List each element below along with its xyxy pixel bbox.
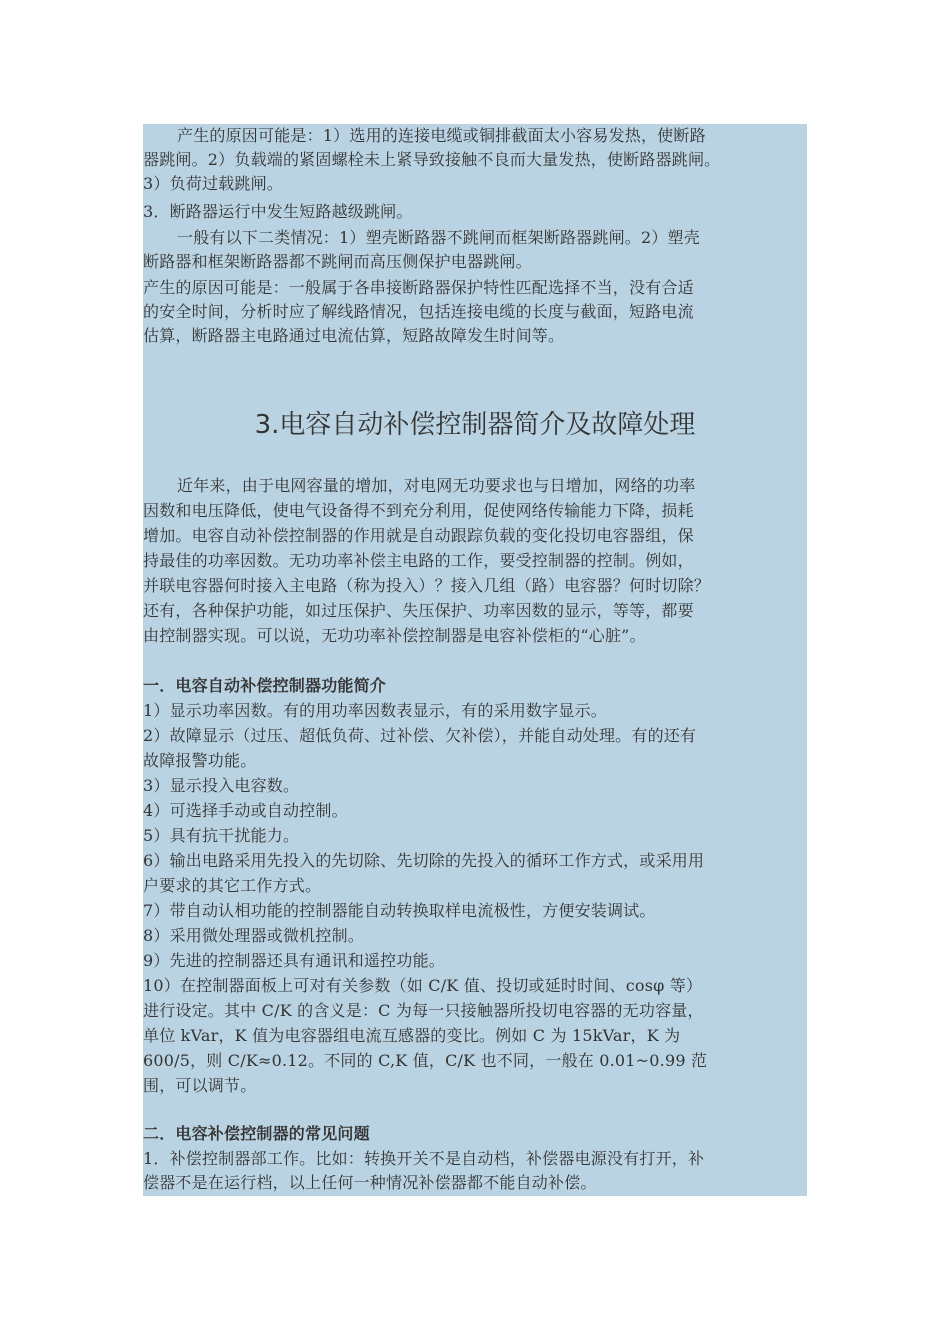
list-item: 4）可选择手动或自动控制。 [143, 801, 348, 820]
list-item: 偿器不是在运行档，以上任何一种情况补偿器都不能自动补偿。 [143, 1173, 597, 1192]
list-item: 7）带自动认相功能的控制器能自动转换取样电流极性，方便安装调试。 [143, 901, 656, 920]
paragraph-line: 产生的原因可能是：1）选用的连接电缆或铜排截面太小容易发热，使断路 [177, 126, 706, 145]
list-item: 2）故障显示（过压、超低负荷、过补偿、欠补偿），并能自动处理。有的还有 [143, 726, 697, 745]
list-item: 故障报警功能。 [143, 751, 257, 770]
list-item: 1．补偿控制器部工作。比如：转换开关不是自动档，补偿器电源没有打开，补 [143, 1149, 705, 1168]
paragraph-line: 一般有以下二类情况：1）塑壳断路器不跳闸而框架断路器跳闸。2）塑壳 [177, 228, 700, 247]
paragraph-line: 估算，断路器主电路通过电流估算，短路故障发生时间等。 [143, 326, 565, 345]
list-item: 6）输出电路采用先投入的先切除、先切除的先投入的循环工作方式，或采用用 [143, 851, 705, 870]
list-item: 进行设定。其中 C/K 的含义是：C 为每一只接触器所投切电容器的无功容量， [143, 1001, 704, 1020]
subsection-title: 一．电容自动补偿控制器功能简介 [143, 676, 387, 695]
list-item: 户要求的其它工作方式。 [143, 876, 322, 895]
paragraph-line: 由控制器实现。可以说，无功功率补偿控制器是电容补偿柜的“心脏”。 [143, 626, 646, 645]
list-item: 3）显示投入电容数。 [143, 776, 300, 795]
list-item: 5）具有抗干扰能力。 [143, 826, 300, 845]
highlighted-text-block [143, 124, 807, 1196]
list-item: 3．断路器运行中发生短路越级跳闸。 [143, 202, 413, 221]
paragraph-line: 因数和电压降低，使电气设备得不到充分利用，促使网络传输能力下降，损耗 [143, 501, 694, 520]
list-item: 围，可以调节。 [143, 1076, 257, 1095]
paragraph-line: 产生的原因可能是：一般属于各串接断路器保护特性匹配选择不当，没有合适 [143, 278, 694, 297]
subsection-title: 二．电容补偿控制器的常见问题 [143, 1124, 370, 1143]
paragraph-line: 断路器和框架断路器都不跳闸而高压侧保护电器跳闸。 [143, 252, 532, 271]
list-item: 10）在控制器面板上可对有关参数（如 C/K 值、投切或延时时间、cosφ 等） [143, 976, 703, 995]
list-item: 单位 kVar，K 值为电容器组电流互感器的变比。例如 C 为 15kVar，K 为 [143, 1026, 681, 1045]
list-item: 1）显示功率因数。有的用功率因数表显示，有的采用数字显示。 [143, 701, 607, 720]
section-heading: 3.电容自动补偿控制器简介及故障处理 [254, 410, 696, 440]
paragraph-line: 还有，各种保护功能，如过压保护、失压保护、功率因数的显示，等等，都要 [143, 601, 694, 620]
list-item: 9）先进的控制器还具有通讯和遥控功能。 [143, 951, 445, 970]
paragraph-line: 近年来，由于电网容量的增加，对电网无功要求也与日增加，网络的功率 [177, 476, 696, 495]
paragraph-line: 持最佳的功率因数。无功功率补偿主电路的工作，要受控制器的控制。例如， [143, 551, 694, 570]
paragraph-line: 增加。电容自动补偿控制器的作用就是自动跟踪负载的变化投切电容器组，保 [143, 526, 694, 545]
paragraph-line: 并联电容器何时接入主电路（称为投入）？接入几组（路）电容器？何时切除？ [143, 576, 711, 595]
paragraph-line: 3）负荷过载跳闸。 [143, 174, 283, 193]
list-item: 600/5，则 C/K≈0.12。不同的 C,K 值，C/K 也不同，一般在 0.01~0.99 范 [143, 1051, 708, 1070]
paragraph-line: 的安全时间，分析时应了解线路情况，包括连接电缆的长度与截面，短路电流 [143, 302, 694, 321]
list-item: 8）采用微处理器或微机控制。 [143, 926, 364, 945]
paragraph-line: 器跳闸。2）负载端的紧固螺栓未上紧导致接触不良而大量发热，使断路器跳闸。 [143, 150, 721, 169]
